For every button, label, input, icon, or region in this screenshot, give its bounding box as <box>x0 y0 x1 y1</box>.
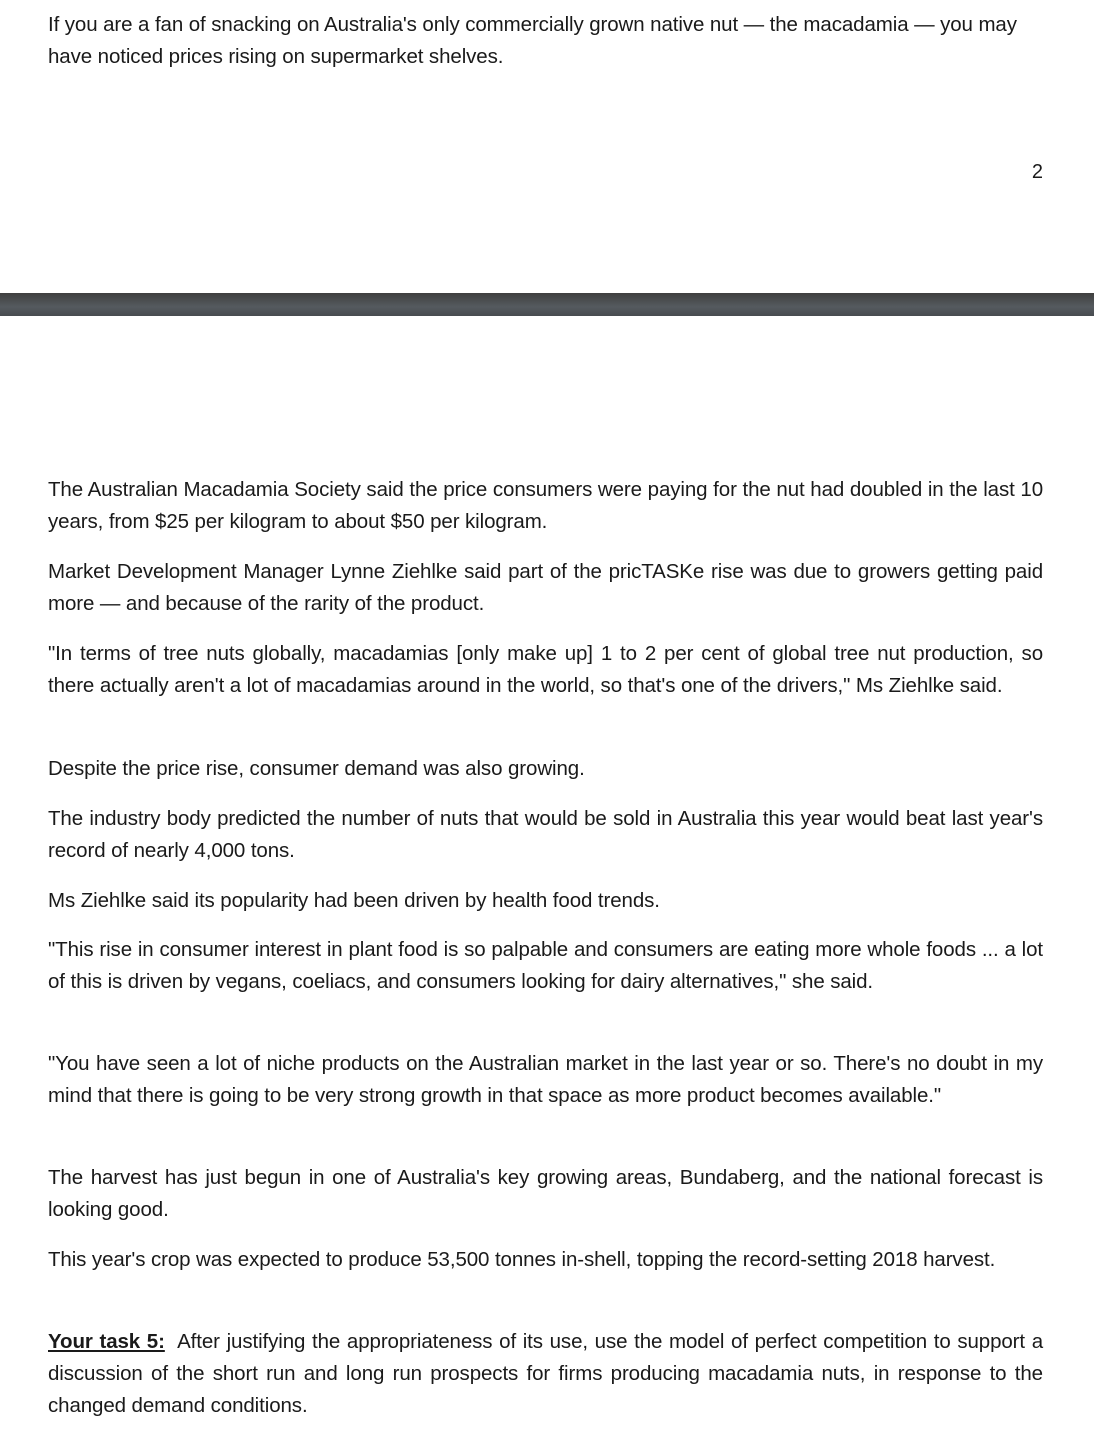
task-label: Your task 5: <box>48 1330 165 1353</box>
page-break-bar <box>0 293 1094 316</box>
page-number: 2 <box>1031 161 1043 183</box>
page-bottom <box>0 316 1094 1456</box>
paragraph-demand-growing: Despite the price rise, consumer demand was also growing. <box>48 757 585 780</box>
paragraph-niche-products-quote: "You have seen a lot of niche products on the Australian market in the last year or so. There's no doubt in my mind that there is going to be very strong growth in that space as more product becomes available." <box>48 1052 1043 1107</box>
task-paragraph <box>48 1326 1043 1422</box>
task-text: After justifying the appropriateness of its use, use the model of perfect competition to support a discussion of the short run and long run prospects for firms producing macadamia nuts, in response to the changed demand conditions. <box>48 1330 1043 1417</box>
paragraph-health-trends: Ms Ziehlke said its popularity had been driven by health food trends. <box>48 889 660 912</box>
paragraph-plant-food-quote: "This rise in consumer interest in plant food is so palpable and consumers are eating more whole foods ... a lot of this is driven by vegans, coeliacs, and consumers looking for dairy alternatives," she said. <box>48 938 1043 993</box>
page-top <box>0 0 1094 293</box>
paragraph-harvest-bundaberg: The harvest has just begun in one of Australia's key growing areas, Bundaberg, and the national forecast is looking good. <box>48 1166 1043 1221</box>
intro-paragraph: If you are a fan of snacking on Australia's only commercially grown native nut — the macadamia — you may have noticed prices rising on supermarket shelves. <box>48 13 1017 68</box>
paragraph-crop-forecast: This year's crop was expected to produce 53,500 tonnes in-shell, topping the record-setting 2018 harvest. <box>48 1248 996 1271</box>
paragraph-price-doubled: The Australian Macadamia Society said the price consumers were paying for the nut had doubled in the last 10 years, from $25 per kilogram to about $50 per kilogram. <box>48 478 1043 533</box>
paragraph-global-production-quote: "In terms of tree nuts globally, macadamias [only make up] 1 to 2 per cent of global tree nut production, so there actually aren't a lot of macadamias around in the world, so that's one of the drivers," Ms Ziehlke said. <box>48 642 1043 697</box>
paragraph-sales-prediction: The industry body predicted the number of nuts that would be sold in Australia this year would beat last year's record of nearly 4,000 tons. <box>48 807 1043 862</box>
paragraph-ziehlke-price-rise: Market Development Manager Lynne Ziehlke said part of the pricTASKe rise was due to growers getting paid more — and because of the rarity of the product. <box>48 560 1043 615</box>
